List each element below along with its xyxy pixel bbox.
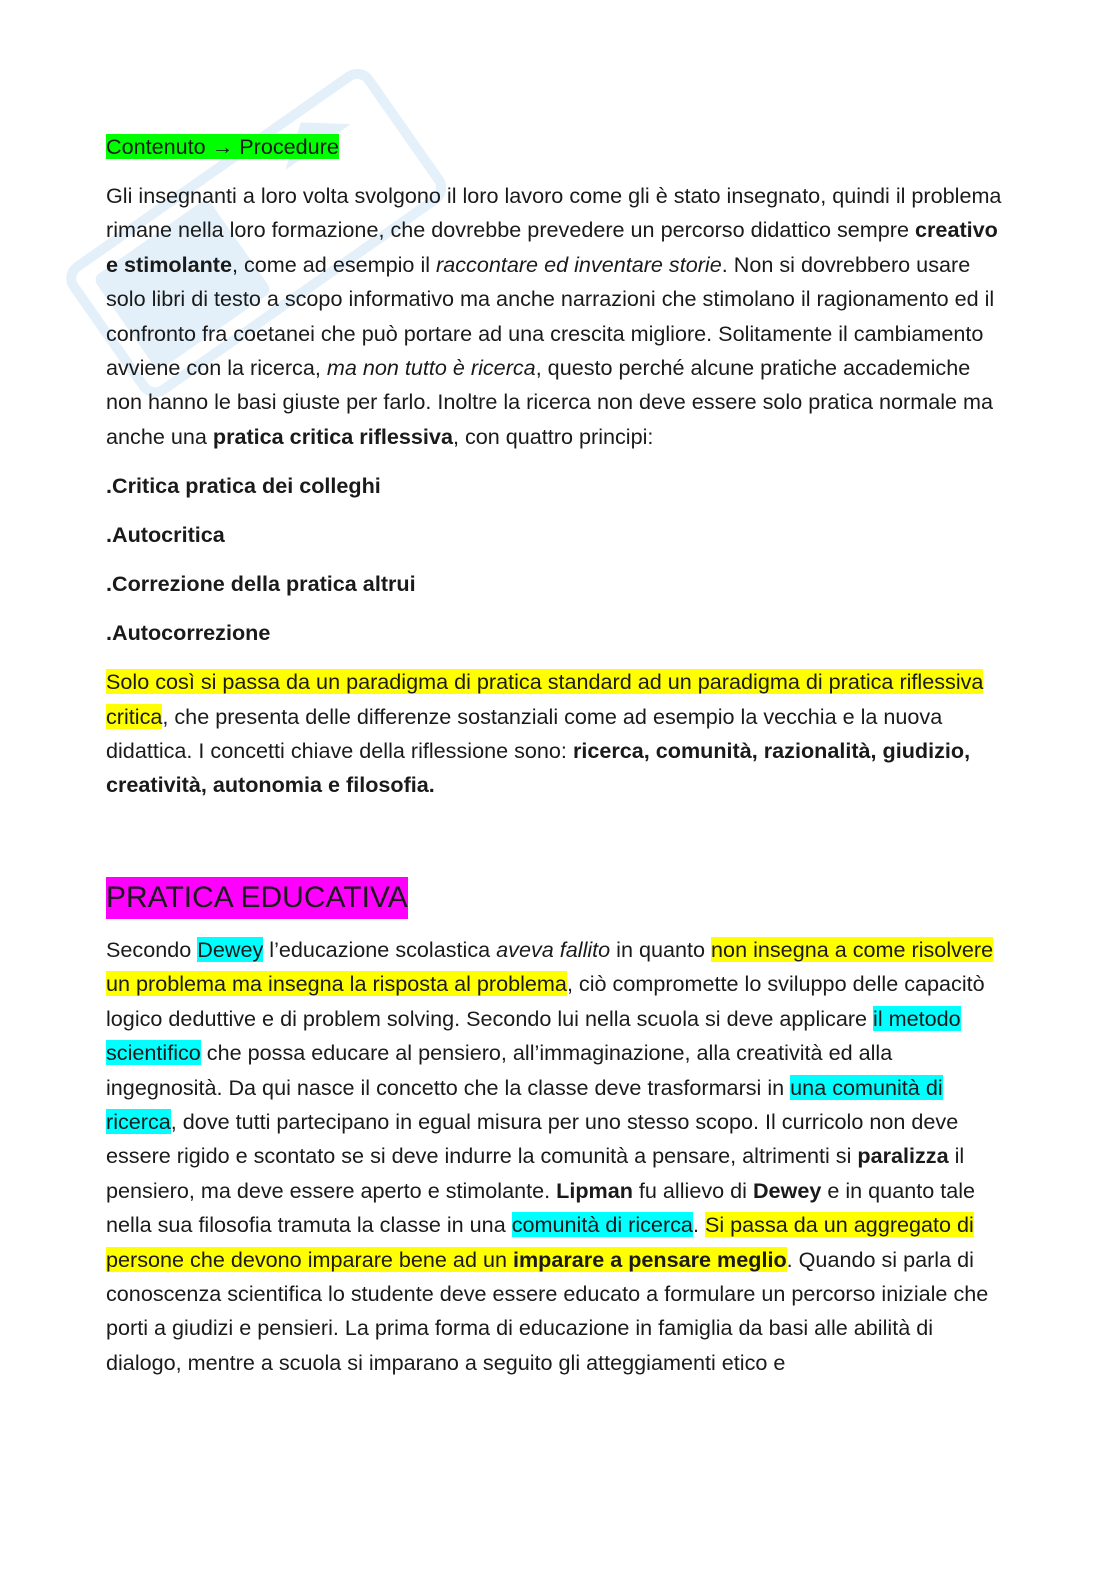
list-item: .Autocritica	[106, 522, 225, 548]
highlight-yellow: Si passa da un aggregato di persone che devono imparare bene ad un imparare a pensare meglio	[106, 1212, 974, 1272]
italic-phrase: ma non tutto è ricerca	[326, 355, 536, 381]
highlight-cyan: una comunità di ricerca	[106, 1074, 943, 1134]
bold-phrase: creativo e stimolante	[106, 217, 998, 277]
bold-phrase: ricerca, comunità, razionalità, giudizio, creatività, autonomia e filosofia.	[106, 738, 971, 798]
bold-phrase: Lipman	[556, 1177, 633, 1203]
subheading	[106, 130, 1011, 164]
italic-phrase: aveva fallito	[496, 936, 611, 962]
bold-phrase: Dewey	[752, 1177, 822, 1203]
bold-phrase: imparare a pensare meglio	[512, 1246, 787, 1272]
italic-phrase: raccontare ed inventare storie	[436, 251, 722, 277]
arrow-icon: →	[211, 134, 234, 159]
subheading-text-a: Contenuto	[106, 134, 206, 159]
highlight-cyan: il metodo scientifico	[106, 1005, 961, 1066]
highlight-cyan: comunità di ricerca	[511, 1212, 693, 1238]
document-page	[106, 130, 1011, 1380]
highlight-cyan: Dewey	[197, 936, 264, 962]
section-heading: PRATICA EDUCATIVA	[106, 877, 408, 919]
list-item: .Autocorrezione	[106, 620, 271, 646]
subheading-text-b: Procedure	[239, 134, 339, 159]
paragraph-2: Solo così si passa da un paradigma di pratica standard ad un paradigma di pratica riflessiva critica, che presenta delle differenze sostanziali come ad esempio la vecchia e la nuova didattica. I concetti chiave della riflessione sono: ricerca, comunità, razionalità, giudizio, creatività, autonomia e filosofia.	[106, 669, 984, 798]
list-item: .Correzione della pratica altrui	[106, 571, 416, 597]
paragraph-3: Secondo Dewey l’educazione scolastica aveva fallito in quanto non insegna a come risolvere un problema ma insegna la risposta al problema, ciò compromette lo sviluppo delle capacitò logico deduttive e di problem solving. Secondo lui nella scuola si deve applicare il metodo scientifico che possa educare al pensiero, all’immaginazione, alla creatività ed alla ingegnosità. Da qui nasce il concetto che la classe deve trasformarsi in una comunità di ricerca, dove tutti partecipano in egual misura per uno stesso scopo. Il curricolo non deve essere rigido e scontato se si deve indurre la comunità a pensare, altrimenti si paralizza il pensiero, ma deve essere aperto e stimolante. Lipman fu allievo di Dewey e in quanto tale nella sua filosofia tramuta la classe in una comunità di ricerca. Si passa da un aggregato di persone che devono imparare bene ad un imparare a pensare meglio. Quando si parla di conoscenza scientifica lo studente deve essere educato a formulare un percorso iniziale che porti a giudizi e pensieri. La prima forma di educazione in famiglia da basi alle abilità di dialogo, mentre a scuola si imparano a seguito gli atteggiamenti etico e	[106, 936, 994, 1375]
highlight-yellow: non insegna a come risolvere un problema ma insegna la risposta al problema	[106, 936, 994, 997]
subheading-highlight	[106, 134, 339, 159]
bold-phrase: pratica critica riflessiva	[212, 423, 453, 449]
highlight-yellow: Solo così si passa da un paradigma di pratica standard ad un paradigma di pratica riflessiva critica	[106, 669, 984, 729]
paragraph-1: Gli insegnanti a loro volta svolgono il loro lavoro come gli è stato insegnato, quindi il problema rimane nella loro formazione, che dovrebbe prevedere un percorso didattico sempre creativo e stimolante, come ad esempio il raccontare ed inventare storie. Non si dovrebbero usare solo libri di testo a scopo informativo ma anche narrazioni che stimolano il ragionamento ed il confronto fra coetanei che può portare ad una crescita migliore. Solitamente il cambiamento avviene con la ricerca, ma non tutto è ricerca, questo perché alcune pratiche accademiche non hanno le basi giuste per farlo. Inoltre la ricerca non deve essere solo pratica normale ma anche una pratica critica riflessiva, con quattro principi:	[106, 183, 1002, 449]
list-item: .Critica pratica dei colleghi	[106, 473, 381, 499]
bold-phrase: paralizza	[857, 1143, 949, 1169]
